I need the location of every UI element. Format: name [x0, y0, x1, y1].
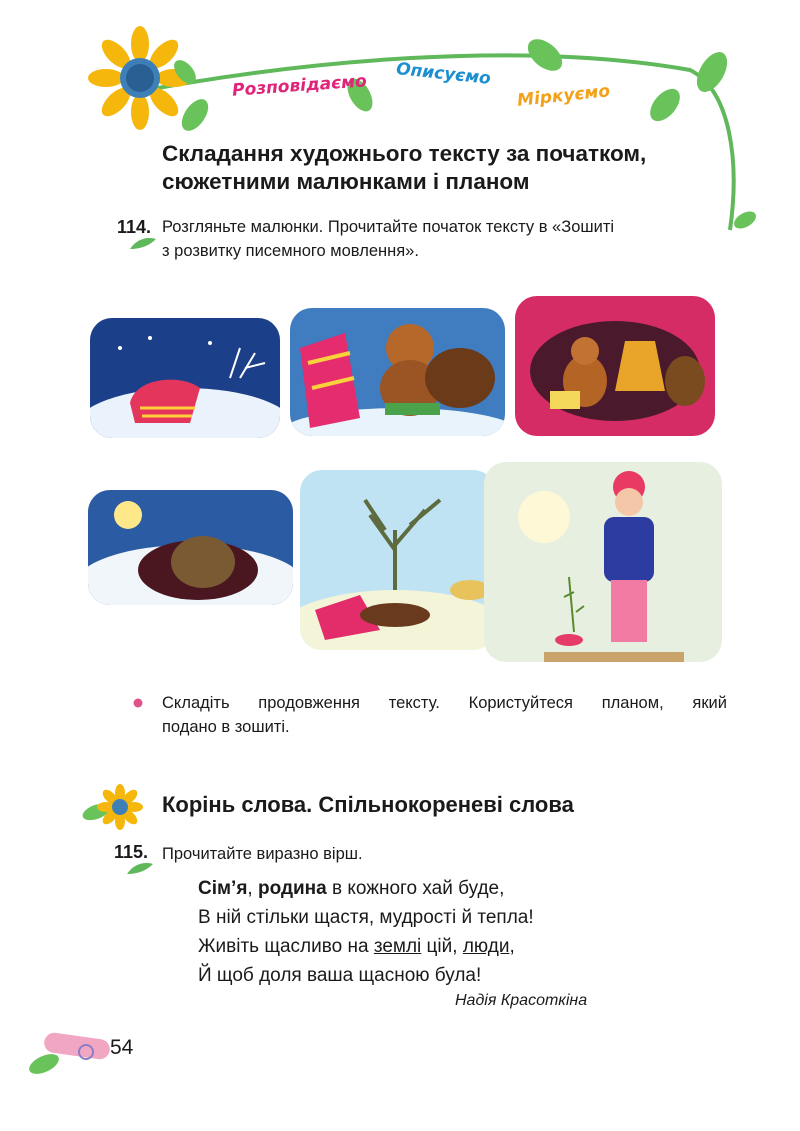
- poem-line: Й щоб доля ваша щасною була!: [198, 965, 482, 986]
- picture-mice-inside-mitten: [515, 296, 715, 436]
- poem-underlined-word: землі: [373, 936, 422, 957]
- poem-author: Надія Красоткіна: [455, 992, 588, 1009]
- poem: [198, 874, 534, 990]
- banner-word-describe: Описуємо: [395, 59, 492, 89]
- picture-tree-and-mitten: [300, 470, 495, 650]
- task-text: [162, 691, 727, 739]
- exercise-number: 115.: [114, 842, 149, 862]
- bullet-icon: [133, 698, 143, 708]
- banner-word-reason: Міркуємо: [516, 81, 611, 111]
- leaf-icon: [176, 95, 213, 136]
- poem-text: в кожного хай буде,: [326, 878, 505, 899]
- task-text-line: подано в зошиті.: [162, 718, 290, 736]
- poem-keyword: родина: [257, 878, 327, 899]
- exercise-text: Прочитайте виразно вірш.: [162, 845, 363, 863]
- scroll-decoration-icon: [14, 1024, 114, 1082]
- header-decoration: [0, 0, 800, 240]
- task-text-line: Складіть продовження тексту. Користуйтеся планом, який: [162, 694, 727, 712]
- poem-underlined-word: люди: [462, 936, 510, 957]
- section-title: [162, 140, 752, 196]
- page-number: 54: [110, 1036, 134, 1059]
- poem-keyword: Сім’я: [198, 878, 248, 899]
- poem-text: цій,: [421, 936, 463, 957]
- leaf-icon: [644, 83, 685, 126]
- section-title-root: Корінь слова. Спільнокореневі слова: [162, 792, 574, 817]
- exercise-text: [162, 215, 762, 263]
- picture-mouse-carrying-mushroom: [290, 308, 505, 436]
- banner-word-narrate: Розповідаємо: [231, 71, 368, 101]
- sunflower-icon: [88, 26, 192, 130]
- exercise-text-line: Розгляньте малюнки. Прочитайте початок тексту в «Зошиті: [162, 218, 615, 236]
- poem-text: ,: [509, 936, 515, 957]
- poem-line: В ній стільки щастя, мудрості й тепла!: [198, 907, 534, 928]
- pen-leaf-icon: [128, 235, 158, 251]
- sunflower-small-icon: [78, 782, 150, 832]
- poem-line: [198, 932, 534, 961]
- picture-mitten-in-snow: [90, 318, 280, 438]
- picture-mushroom-in-burrow: [88, 490, 293, 605]
- section-title-line: Складання художнього тексту за початком,: [162, 141, 647, 166]
- poem-text: Живіть щасливо на: [198, 936, 374, 957]
- poem-text: ,: [247, 878, 258, 899]
- pen-leaf-icon: [125, 860, 155, 876]
- section-title-line: сюжетними малюнками і планом: [162, 169, 530, 194]
- picture-girl-with-sapling: [484, 462, 722, 662]
- poem-line: [198, 874, 534, 903]
- exercise-text-line: з розвитку писемного мовлення».: [162, 242, 419, 260]
- exercise-number: 114.: [117, 217, 152, 237]
